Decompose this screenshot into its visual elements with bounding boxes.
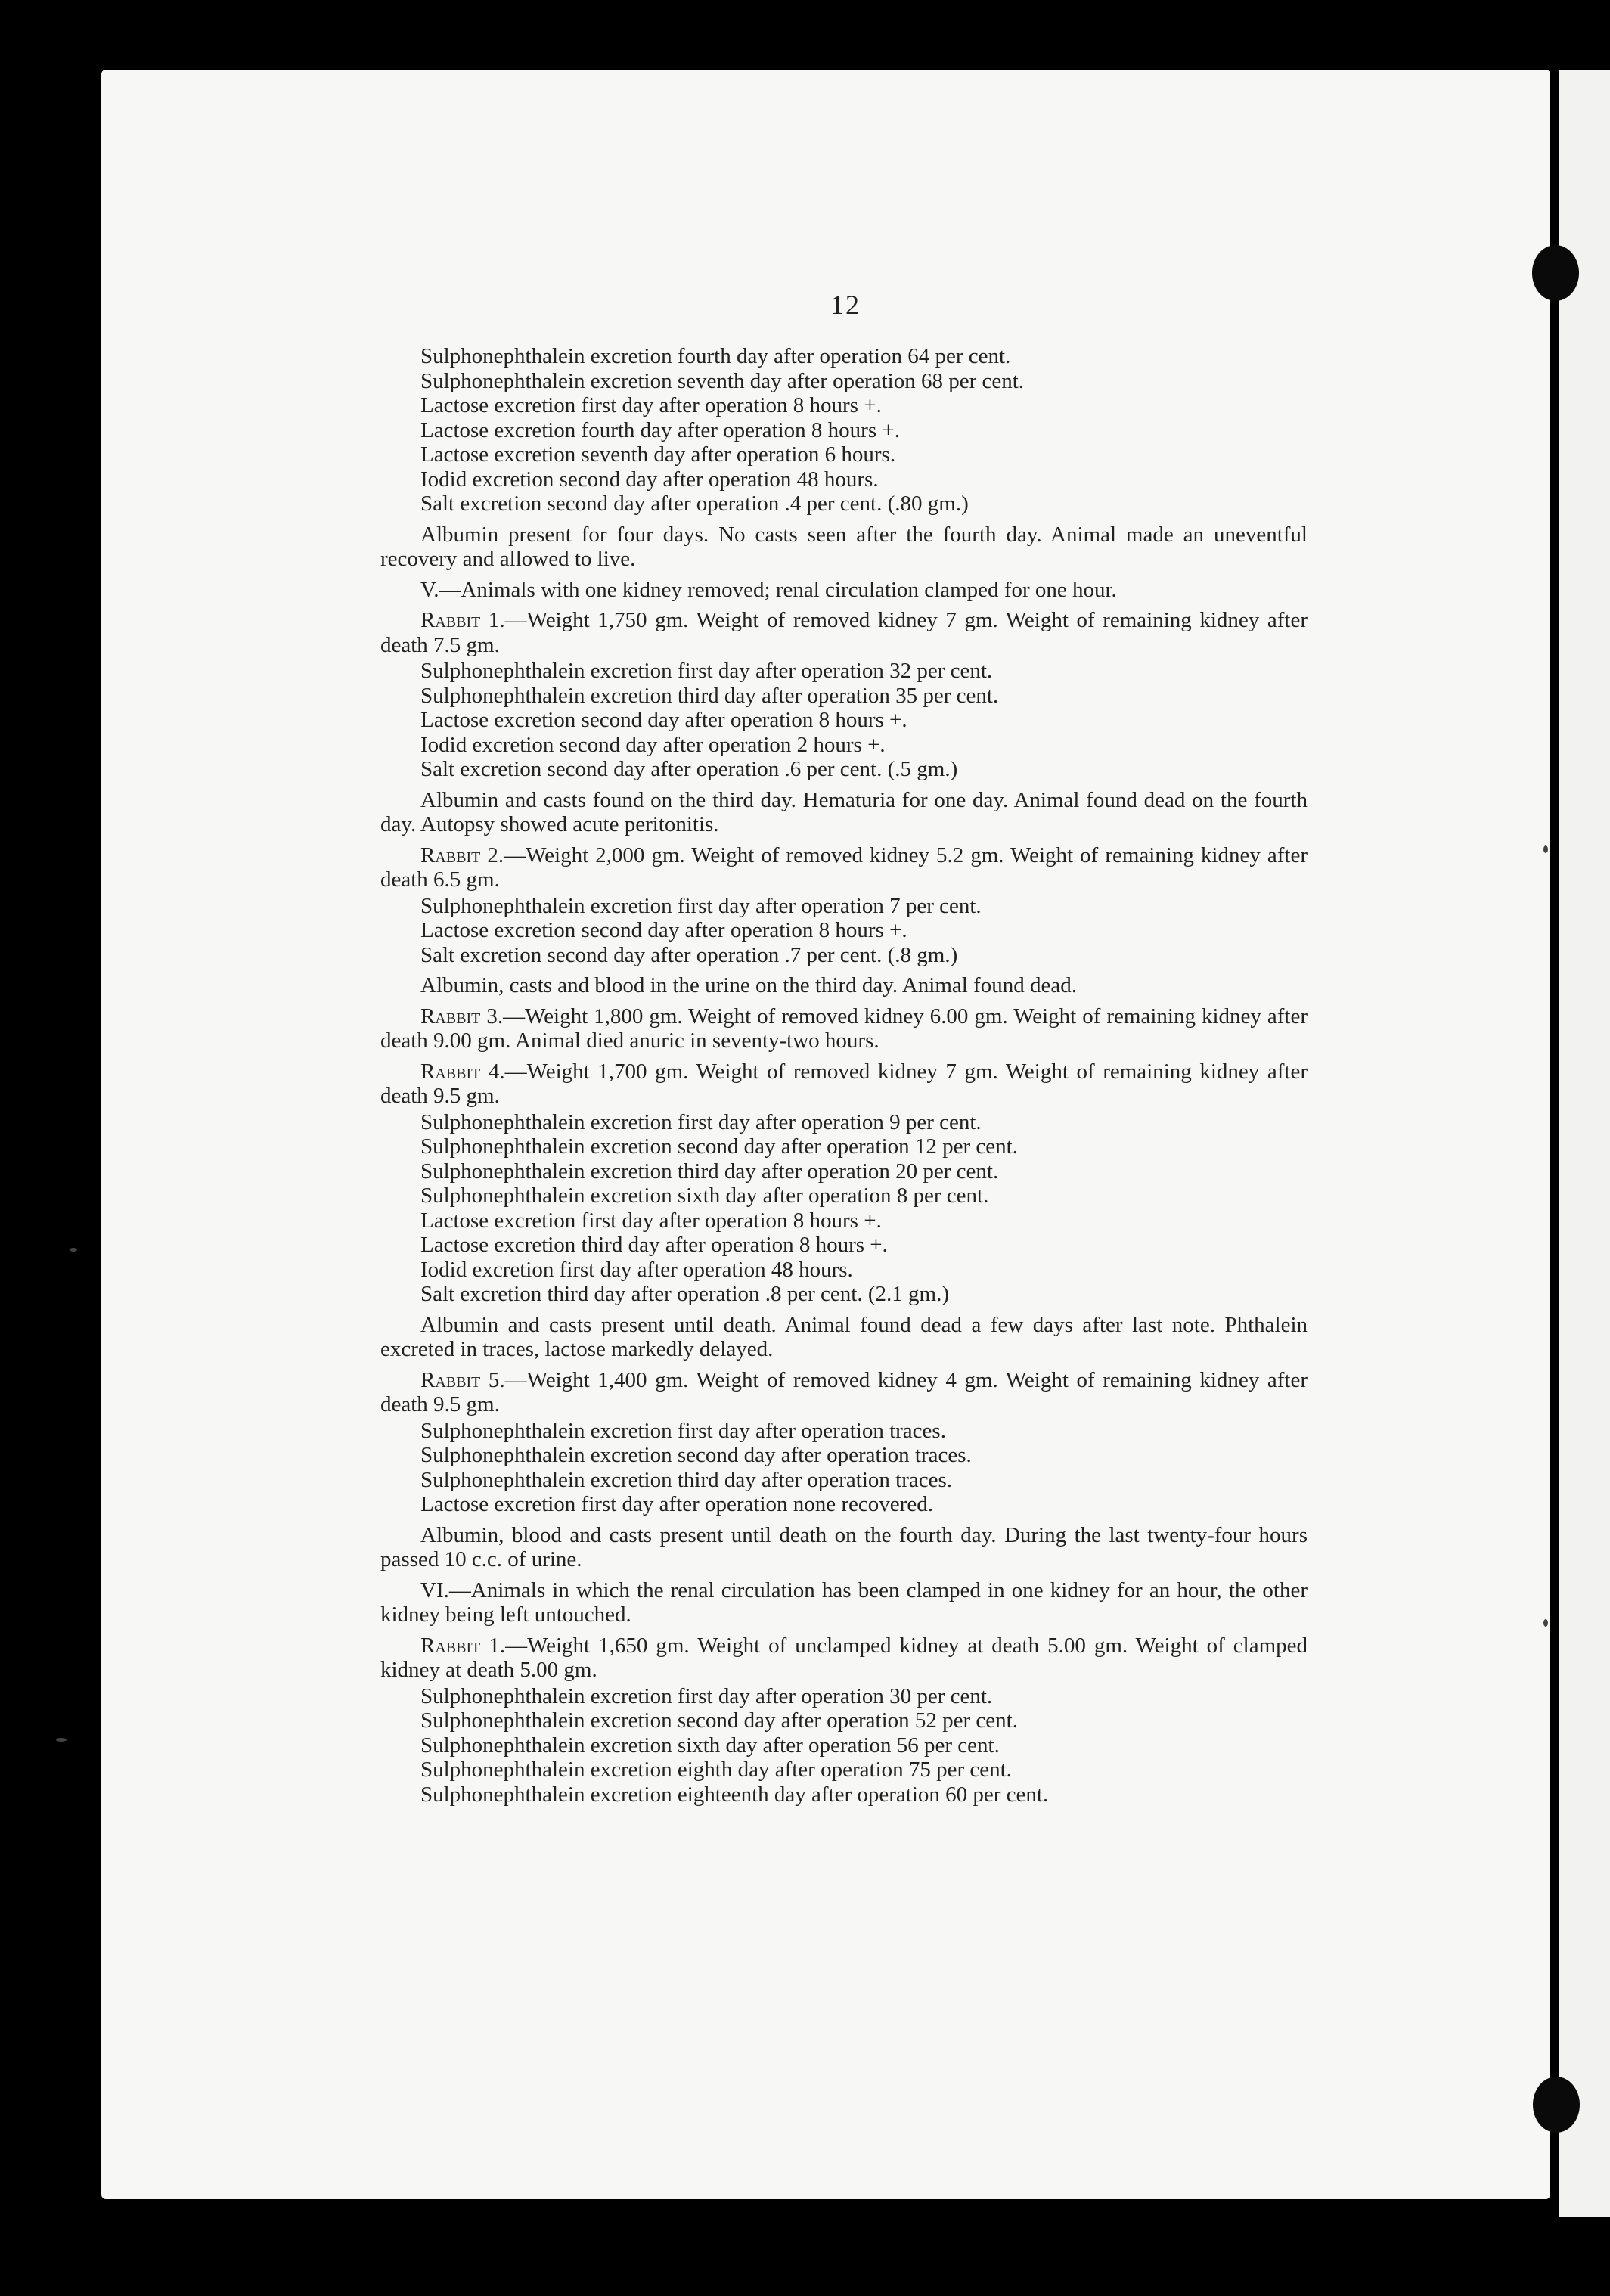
excretion-line: Sulphonephthalein excretion seventh day after operation 68 per cent. xyxy=(420,368,1025,393)
paragraph xyxy=(380,523,1308,572)
excretion-line: Salt excretion third day after operation .8 per cent. (2.1 gm.) xyxy=(420,1282,949,1306)
rabbit-label: Rabbit xyxy=(420,1059,481,1084)
binder-hole-bottom xyxy=(1533,2077,1580,2133)
scan-speck xyxy=(1543,1619,1548,1627)
excretion-line: Sulphonephthalein excretion eighteenth day after operation 60 per cent. xyxy=(420,1782,1049,1807)
excretion-line: Lactose excretion third day after operation 8 hours +. xyxy=(420,1233,888,1257)
paragraph xyxy=(380,1060,1308,1109)
excretion-line: Sulphonephthalein excretion second day after operation 52 per cent. xyxy=(420,1708,1018,1733)
excretion-line: Sulphonephthalein excretion eighth day after operation 75 per cent. xyxy=(420,1758,1012,1782)
excretion-line: Lactose excretion first day after operation 8 hours +. xyxy=(420,393,882,417)
page-number: 12 xyxy=(830,290,861,320)
paragraph xyxy=(380,1313,1308,1362)
paragraph-text: VI.—Animals in which the renal circulation has been clamped in one kidney for an hour, the other kidney being left untouched. xyxy=(380,1578,1308,1627)
paragraph xyxy=(380,788,1308,837)
adjacent-page-edge xyxy=(1559,70,1610,2217)
paragraph-text: Albumin present for four days. No casts seen after the fourth day. Animal made an uneventful recovery and allowed to live. xyxy=(380,522,1308,571)
excretion-line: Sulphonephthalein excretion first day after operation traces. xyxy=(420,1418,946,1443)
paragraph xyxy=(380,1368,1308,1417)
excretion-line: Iodid excretion second day after operation 2 hours +. xyxy=(420,732,886,757)
paragraph-text: Albumin, blood and casts present until death on the fourth day. During the last twenty-four hours passed 10 c.c. of urine. xyxy=(380,1522,1308,1572)
excretion-line: Sulphonephthalein excretion first day after operation 30 per cent. xyxy=(420,1683,993,1708)
excretion-line: Sulphonephthalein excretion sixth day after operation 8 per cent. xyxy=(420,1184,989,1208)
excretion-line: Lactose excretion first day after operation 8 hours +. xyxy=(420,1208,882,1233)
scan-speck xyxy=(1543,845,1548,853)
binder-hole-top xyxy=(1532,245,1579,301)
excretion-line: Lactose excretion seventh day after operation 6 hours. xyxy=(420,442,896,467)
paragraph-text: Albumin and casts present until death. Animal found dead a few days after last note. Phthalein excreted in traces, lactose markedly delayed. xyxy=(380,1312,1308,1361)
excretion-line: Sulphonephthalein excretion third day after operation 20 per cent. xyxy=(420,1159,999,1184)
paragraph xyxy=(380,843,1308,892)
excretion-line: Sulphonephthalein excretion second day after operation traces. xyxy=(420,1443,972,1467)
rabbit-label: Rabbit xyxy=(420,1004,481,1029)
excretion-line: Sulphonephthalein excretion first day after operation 9 per cent. xyxy=(420,1109,982,1134)
excretion-line: Iodid excretion second day after operation 48 hours. xyxy=(420,467,879,492)
excretion-line: Lactose excretion fourth day after operation 8 hours +. xyxy=(420,417,900,442)
paragraph xyxy=(380,973,1308,998)
body-text xyxy=(380,344,1308,1807)
paragraph xyxy=(380,1634,1308,1683)
paragraph xyxy=(380,578,1308,603)
excretion-line: Sulphonephthalein excretion first day after operation 7 per cent. xyxy=(420,893,982,918)
paragraph-text: 2.—Weight 2,000 gm. Weight of removed kidney 5.2 gm. Weight of remaining kidney after death 6.5 gm. xyxy=(380,842,1308,892)
excretion-line: Sulphonephthalein excretion third day after operation traces. xyxy=(420,1467,952,1492)
scan-speck xyxy=(56,1738,67,1742)
paragraph-text: 1.—Weight 1,650 gm. Weight of unclamped kidney at death 5.00 gm. Weight of clamped kidney at death 5.00 gm. xyxy=(380,1633,1308,1682)
paragraph-text: V.—Animals with one kidney removed; renal circulation clamped for one hour. xyxy=(420,577,1117,602)
excretion-line: Salt excretion second day after operation .7 per cent. (.8 gm.) xyxy=(420,942,958,967)
excretion-line: Sulphonephthalein excretion second day after operation 12 per cent. xyxy=(420,1134,1018,1159)
excretion-line: Lactose excretion second day after operation 8 hours +. xyxy=(420,708,907,732)
excretion-line: Sulphonephthalein excretion first day after operation 32 per cent. xyxy=(420,659,993,683)
excretion-line: Lactose excretion first day after operation none recovered. xyxy=(420,1492,933,1516)
paragraph xyxy=(380,1523,1308,1572)
paragraph-text: Albumin and casts found on the third day. Hematuria for one day. Animal found dead on the fourth day. Autopsy showed acute peritonitis. xyxy=(380,787,1308,836)
paragraph-text: Albumin, casts and blood in the urine on the third day. Animal found dead. xyxy=(420,973,1077,998)
rabbit-label: Rabbit xyxy=(420,1367,481,1392)
scan-speck xyxy=(70,1248,77,1252)
paragraph xyxy=(380,608,1308,657)
paragraph-text: 3.—Weight 1,800 gm. Weight of removed kidney 6.00 gm. Weight of remaining kidney after death 9.00 gm. Animal died anuric in seventy-two hours. xyxy=(380,1004,1308,1053)
excretion-line: Salt excretion second day after operation .4 per cent. (.80 gm.) xyxy=(420,492,969,516)
rabbit-label: Rabbit xyxy=(420,842,481,867)
paragraph-text: 4.—Weight 1,700 gm. Weight of removed kidney 7 gm. Weight of remaining kidney after death 9.5 gm. xyxy=(380,1059,1308,1108)
rabbit-label: Rabbit xyxy=(420,1633,481,1658)
paragraph xyxy=(380,1578,1308,1627)
rabbit-label: Rabbit xyxy=(420,608,481,632)
excretion-line: Lactose excretion second day after operation 8 hours +. xyxy=(420,918,907,942)
paragraph xyxy=(380,1004,1308,1053)
excretion-line: Sulphonephthalein excretion fourth day after operation 64 per cent. xyxy=(420,344,1011,368)
excretion-line: Sulphonephthalein excretion sixth day after operation 56 per cent. xyxy=(420,1733,1000,1758)
excretion-line: Sulphonephthalein excretion third day after operation 35 per cent. xyxy=(420,683,999,708)
excretion-line: Salt excretion second day after operation .6 per cent. (.5 gm.) xyxy=(420,757,958,781)
paragraph-text: 5.—Weight 1,400 gm. Weight of removed kidney 4 gm. Weight of remaining kidney after death 9.5 gm. xyxy=(380,1367,1308,1416)
excretion-line: Iodid excretion first day after operation 48 hours. xyxy=(420,1257,853,1282)
paragraph-text: 1.—Weight 1,750 gm. Weight of removed kidney 7 gm. Weight of remaining kidney after death 7.5 gm. xyxy=(380,608,1308,657)
